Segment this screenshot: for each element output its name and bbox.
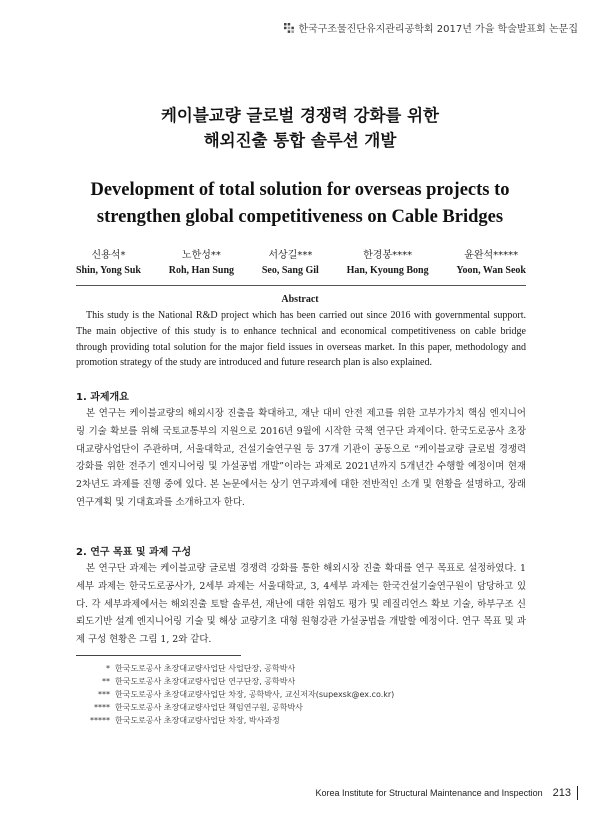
author-name-ko: 서상길*** (268, 250, 313, 261)
section-body: 본 연구는 케이블교량의 해외시장 진출을 확대하고, 재난 대비 안전 제고를 위한 고부가가치 핵심 엔지니어링 기술 확보를 위해 국토교통부의 지원으로 2016년 9월에 시작한 국책 연구단 과제이다. 한국도로공사 초장대교량사업단이 주관하며, 서울대학교, 건설기술연구원 등 37개 기관이 공동으로 “케이블교량 글로벌 경쟁력 강화를 위한 전주기 엔지니어링 및 가설공법 개발”이라는 과제로 2021년까지 5개년간 수행할 예정이며 현재 2차년도 과제를 진행 중에 있다. 본 논문에서는 상기 연구과제에 대한 전반적인 소개 및 현황을 설명하고, 장래 연구계획 및 기대효과를 소개하고자 한다. (76, 408, 526, 508)
title-korean-line: 케이블교량 글로벌 경쟁력 강화를 위한 (160, 106, 439, 125)
footer-bar (577, 786, 578, 800)
footnote-text: 한국도로공사 초장대교량사업단 차장, 공학박사, 교신저자(supexsk@ex.co.kr) (115, 690, 395, 699)
running-header (158, 20, 578, 35)
title-korean-line: 해외진출 통합 솔루션 개발 (203, 131, 397, 150)
section-heading: 1. 과제개요 (76, 392, 129, 403)
page-footer (316, 786, 579, 800)
author-name-ko: 윤완석***** (464, 250, 519, 261)
journal-name: 한국구조물진단유지관리공학회 2017년 가을 학술발표회 논문집 (298, 24, 578, 35)
footnote-text: 한국도로공사 초장대교량사업단 연구단장, 공학박사 (115, 677, 296, 686)
author (76, 248, 141, 278)
author-name-en: Roh, Han Sung (168, 265, 235, 276)
author-divider (76, 285, 526, 286)
author (347, 248, 429, 278)
title-korean (0, 103, 600, 153)
grid-ornament-icon (284, 23, 294, 33)
author-name-ko: 한경봉**** (363, 250, 413, 261)
author (456, 248, 526, 278)
section-body: 본 연구단 과제는 케이블교량 글로벌 경쟁력 강화를 통한 해외시장 진출 확대를 연구 목표로 설정하였다. 1세부 과제는 한국도로공사가, 2세부 과제는 서울대학교, 3, 4세부 과제는 한국건설기술연구원이 담당하고 있다. 각 세부과제에서는 해외진출 토탈 솔루션, 재난에 대한 위험도 평가 및 레질리언스 확보 기술, 하부구조 신뢰도기반 설계 엔지니어링 기술 및 해상 교량기초 대형 원형강관 가설공법을 개발할 예정이다. 연구 목표 및 과제 구성 현황은 그림 1, 2와 같다. (76, 563, 526, 646)
footnote-text: 한국도로공사 초장대교량사업단 사업단장, 공학박사 (115, 664, 296, 673)
footnote-mark: * (106, 664, 110, 673)
footnote-mark: **** (94, 703, 110, 712)
footnote-list (76, 662, 526, 727)
author-name-ko: 신용석* (91, 250, 126, 261)
title-english-line: strengthen global competitiveness on Cable Bridges (96, 207, 504, 227)
author-list (76, 248, 526, 278)
abstract-body: This study is the National R&D project which has been carried out since 2016 with governmental support. The main objective of this study is to enhance technical and economical competitiveness on cable bridge through providing total solution for the major field issues in overseas market. In this paper, methodology and promotion strategy of the study are introduced and future research plan is also explained. (76, 310, 526, 369)
footnote (76, 662, 526, 675)
footnote-mark: ** (102, 677, 110, 686)
author (169, 248, 234, 278)
footnote (76, 688, 526, 701)
abstract-heading: Abstract (281, 294, 319, 305)
title-english-line: Development of total solution for overseas projects to (90, 180, 510, 200)
footnote (76, 701, 526, 714)
footnote-mark: ***** (90, 716, 110, 725)
footnote-text: 한국도로공사 초장대교량사업단 책임연구원, 공학박사 (115, 703, 303, 712)
author-name-ko: 노한성** (181, 250, 221, 261)
footer-organization: Korea Institute for Structural Maintenance and Inspection (315, 788, 543, 798)
footnote-mark: *** (98, 690, 110, 699)
title-english (0, 177, 600, 231)
section-heading: 2. 연구 목표 및 과제 구성 (76, 547, 192, 558)
author (262, 248, 319, 278)
footnote-text: 한국도로공사 초장대교량사업단 차장, 박사과정 (115, 716, 280, 725)
footnote (76, 714, 526, 727)
author-name-en: Han, Kyoung Bong (346, 265, 429, 276)
footnote (76, 675, 526, 688)
author-name-en: Seo, Sang Gil (261, 265, 319, 276)
page-number: 213 (552, 787, 571, 799)
footnote-rule (76, 655, 241, 656)
author-name-en: Shin, Yong Suk (76, 265, 141, 276)
author-name-en: Yoon, Wan Seok (456, 265, 526, 276)
